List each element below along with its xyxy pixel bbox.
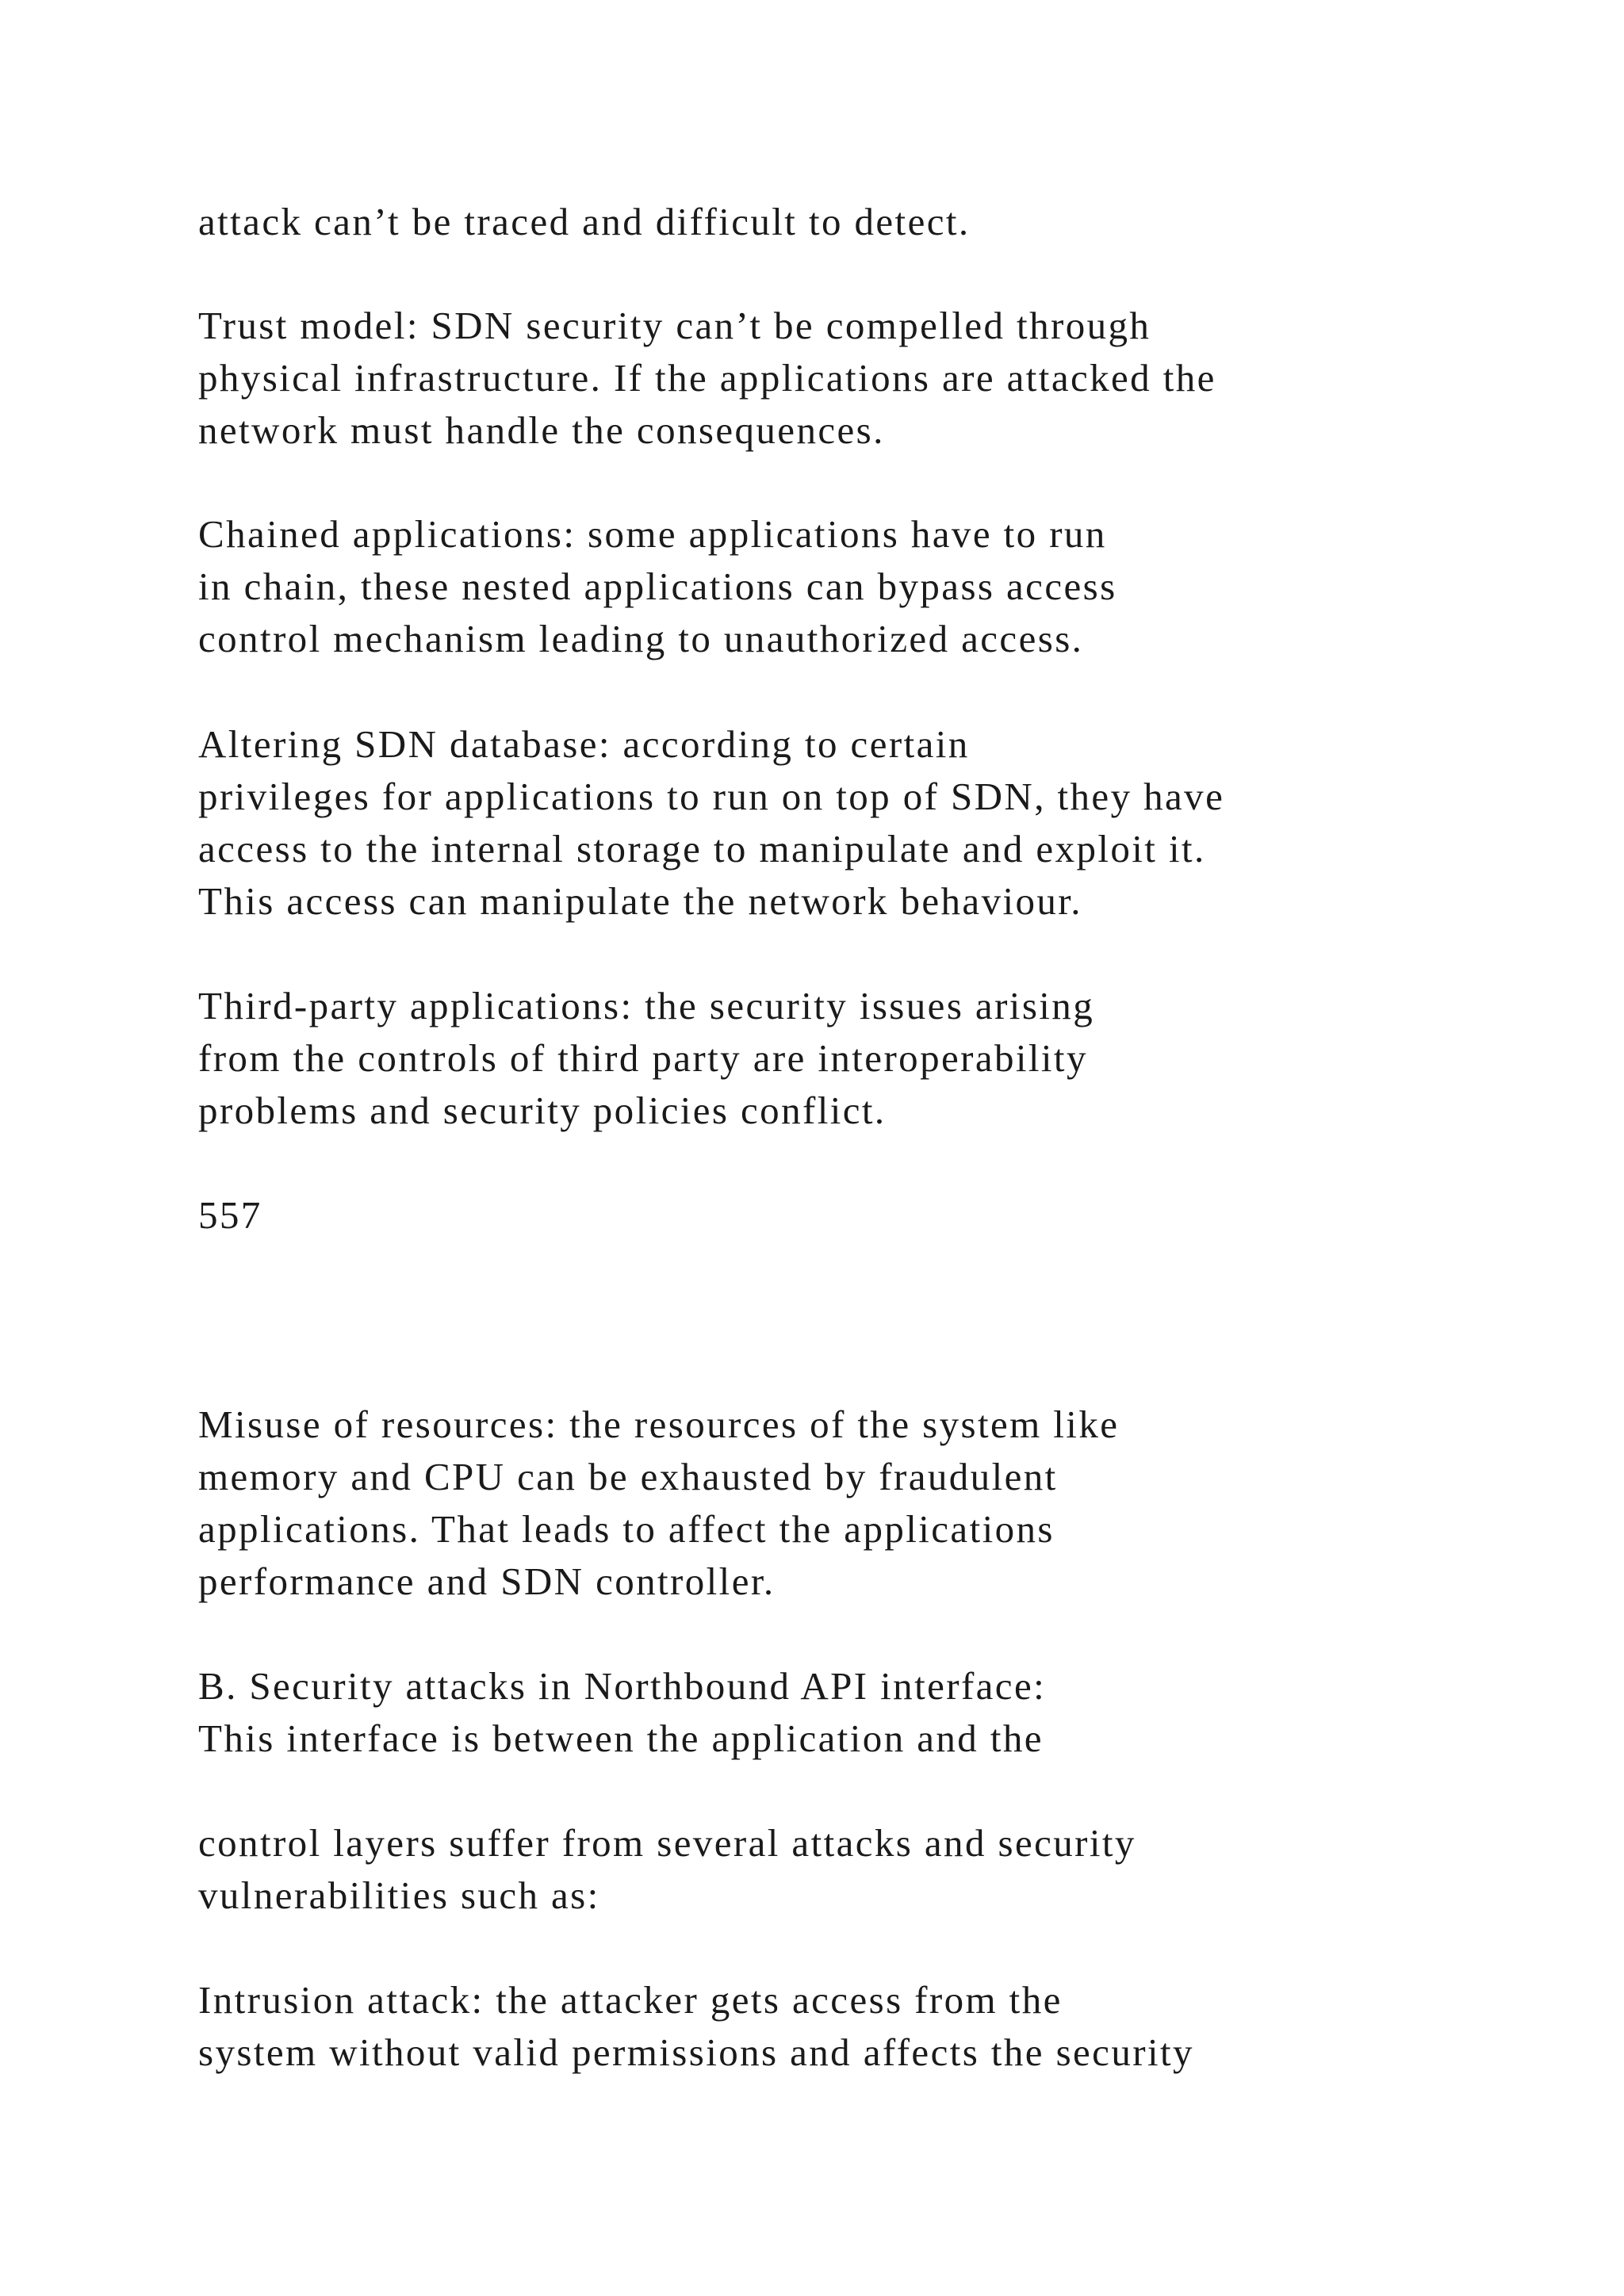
- text-line: Third-party applications: the security issues arising: [198, 984, 1095, 1027]
- text-line: Intrusion attack: the attacker gets access from the: [198, 1978, 1063, 2022]
- text-line: Trust model: SDN security can’t be compelled through: [198, 304, 1151, 347]
- text-line: from the controls of third party are interoperability: [198, 1036, 1088, 1080]
- text-line: physical infrastructure. If the applications are attacked the: [198, 356, 1216, 400]
- text-line: system without valid permissions and affects the security: [198, 2030, 1194, 2074]
- text-line: control mechanism leading to unauthorized access.: [198, 617, 1084, 660]
- text-line: attack can’t be traced and difficult to detect.: [198, 200, 971, 243]
- text-line: control layers suffer from several attacks and security: [198, 1821, 1136, 1865]
- text-line: Altering SDN database: according to certain: [198, 722, 970, 766]
- text-line: network must handle the consequences.: [198, 408, 885, 452]
- text-line: performance and SDN controller.: [198, 1559, 776, 1603]
- text-line: access to the internal storage to manipulate and exploit it.: [198, 827, 1206, 871]
- text-line: in chain, these nested applications can bypass access: [198, 564, 1117, 608]
- text-line: This interface is between the application and the: [198, 1716, 1044, 1760]
- text-line: vulnerabilities such as:: [198, 1873, 600, 1917]
- text-line: Chained applications: some applications have to run: [198, 512, 1107, 556]
- page-number: 557: [198, 1193, 262, 1237]
- text-line: memory and CPU can be exhausted by fraudulent: [198, 1455, 1058, 1498]
- text-line: applications. That leads to affect the applications: [198, 1507, 1055, 1551]
- text-line: privileges for applications to run on top of SDN, they have: [198, 775, 1225, 818]
- section-heading: B. Security attacks in Northbound API interface:: [198, 1664, 1047, 1708]
- text-line: Misuse of resources: the resources of the system like: [198, 1402, 1120, 1446]
- text-line: This access can manipulate the network behaviour.: [198, 879, 1082, 923]
- text-line: problems and security policies conflict.: [198, 1089, 887, 1132]
